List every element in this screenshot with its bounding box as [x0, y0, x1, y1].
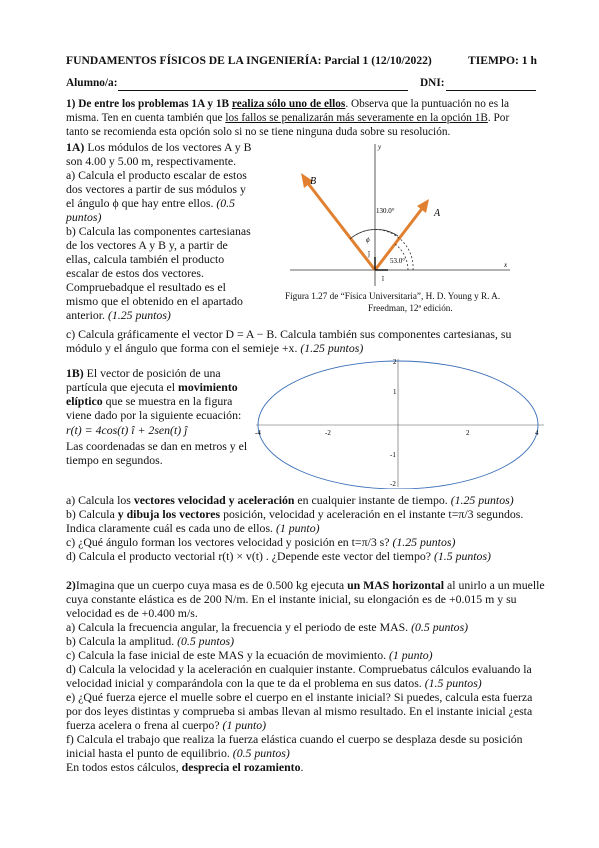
q1a-c-line2 [66, 341, 363, 355]
q1a-line3: a) Calcula el producto escalar de estos [66, 168, 247, 182]
q1b-line1 [66, 366, 221, 380]
q1b-item-a-bold: vectores velocidad y aceleración [133, 493, 295, 507]
q1b-line4: viene dado por la siguiente ecuación: [66, 408, 242, 422]
q1b-item-d [66, 549, 491, 563]
figure-caption-line2: Freedman, 12ª edición. [368, 303, 453, 313]
tick-x-neg2: -2 [325, 429, 331, 437]
q1b-item-b-post: posición, velocidad y aceleración en el instante t=π/3 segundos. [220, 507, 524, 521]
q1b-item-b2 [66, 521, 320, 535]
q1b-item-a [66, 493, 514, 507]
q1b-item-b-bold: y dibuja los vectores [117, 507, 221, 521]
tick-y-1: 1 [393, 388, 397, 396]
tick-y-2: 2 [393, 358, 397, 366]
q2-final-bold: desprecia el rozamiento [181, 760, 301, 774]
q1b-item-b2-pre: Indica claramente cuál es cada uno de ellos. [66, 521, 276, 535]
q2-item-b-text: b) Calcula la amplitud. [66, 634, 178, 648]
q1a-line12-text: anterior. [66, 308, 105, 322]
q2-item-d2 [66, 676, 482, 690]
q2-item-f2 [66, 746, 290, 760]
q1b-item-d-pre: d) Calcula el producto vectorial r(t) × v(t) . ¿Depende este vector del tiempo? [66, 549, 434, 563]
q1a-line12 [66, 308, 171, 322]
figure-axis-y-label: y [378, 143, 382, 151]
q1b-item-a-points: (1.25 puntos) [450, 493, 514, 507]
q1b-item-b [66, 507, 523, 521]
vector-b-arrow [307, 182, 375, 270]
q1b-line6: Las coordenadas se dan en metros y el [66, 439, 248, 453]
q1a-line9: escalar de estos dos vectores. [66, 266, 204, 280]
q2-item-c [66, 648, 433, 662]
q1a-line4: dos vectores a partir de sus módulos y [66, 182, 246, 196]
q2-item-f2-text: inicial hasta el punto de equilibrio. [66, 746, 233, 760]
q2-line2: cuya constante elástica es de 200 N/m. En el instante inicial, su elongación es de +0.015 m y su [66, 592, 517, 606]
q1a-label: 1A) [66, 140, 85, 154]
q2-line1-bold: un MAS horizontal [347, 578, 445, 592]
q2-item-e3 [66, 718, 266, 732]
q1a-c-line1: c) Calcula gráficamente el vector D = A − B. Calcula también sus componentes cartesianas, su [66, 327, 512, 341]
q1b-bold-eliptico: elíptico [66, 394, 103, 408]
tick-y-neg2: -2 [390, 480, 396, 488]
q1-intro-line2u: los fallos se penalizarán más severamente en la opción 1B [225, 112, 488, 124]
q1b-line2 [66, 380, 238, 394]
q1a-c-line2-text: módulo y el ángulo que forma con el semieje +x. [66, 341, 298, 355]
q2-item-f-points: (0.5 puntos) [232, 746, 290, 760]
exam-time: TIEMPO: 1 h [468, 54, 537, 67]
q2-item-e3-text: fuerza acelera o frena al cuerpo? [66, 718, 223, 732]
student-label: Alumno/a: [66, 77, 118, 89]
q1a-points-b: (1.25 puntos) [107, 308, 171, 322]
q2-item-c-points: (1 punto) [389, 648, 433, 662]
figure-label-a: A [434, 208, 441, 219]
q1-intro-rest: . Observa que la puntuación no es la [345, 98, 510, 110]
q1-intro-line2b: . Por [487, 112, 510, 124]
q1-intro-line3: tanto se recomienda esta opción solo si no se tiene ninguna duda sobre su resolución. [66, 126, 451, 138]
q1a-points-a2: puntos) [66, 210, 102, 224]
q1b-label: 1B) [66, 366, 84, 380]
q1a-line2: son 4.00 y 5.00 m, respectivamente. [66, 154, 237, 168]
q1-number: 1) [66, 98, 76, 110]
q1a-line6: b) Calcula las componentes cartesianas [66, 224, 251, 238]
q1a-line1 [66, 140, 251, 154]
figure-i-label: î [382, 275, 384, 283]
q2-item-d2-text: velocidad inicial y comparándola con la que te da el problema en sus datos. [66, 676, 425, 690]
figure-angle-130: 130.0° [376, 207, 395, 215]
q2-item-a-text: a) Calcula la frecuencia angular, la frecuencia y el periodo de este MAS. [66, 620, 412, 634]
q1b-line7: tiempo en segundos. [66, 453, 163, 467]
tick-y-neg1: -1 [390, 451, 396, 459]
figure-phi: ϕ [366, 236, 370, 244]
q2-item-a [66, 620, 468, 634]
q1a-text-1: Los módulos de los vectores A y B [87, 140, 252, 154]
q1b-item-b-points: (1 punto) [275, 521, 320, 535]
q1b-item-b-pre: b) Calcula [66, 507, 118, 521]
q1-intro-line1 [66, 97, 509, 111]
q1b-text-1: El vector de posición de una [86, 366, 221, 380]
tick-x-2: 2 [466, 429, 470, 437]
q2-final-pre: En todos estos cálculos, [66, 760, 179, 774]
exam-title: FUNDAMENTOS FÍSICOS DE LA INGENIERÍA: Parcial 1 (12/10/2022) [66, 54, 432, 67]
q2-line1-pre: Imagina que un cuerpo cuya masa es de 0.500 kg ejecuta [75, 578, 345, 592]
q2-item-b [66, 634, 234, 648]
q2-item-e2: por dos leyes distintas y comprueba si ambas llevan al mismo resultado. En el instante inicial ¿esta [66, 704, 533, 718]
student-name-blank[interactable] [118, 80, 408, 91]
q1-intro-line2 [66, 111, 509, 125]
figure-j-label: ĵ [368, 250, 370, 258]
q2-final-note [66, 760, 303, 774]
figure-label-b: B [310, 176, 317, 187]
dni-label: DNI: [420, 77, 445, 89]
q1b-text-3: que se muestra en la figura [105, 394, 233, 408]
q1a-line11: mismo que el obtenido en el apartado [66, 294, 243, 308]
q2-number: 2) [66, 578, 76, 592]
q2-final-post: . [300, 760, 304, 774]
q1b-item-a-post: en cualquier instante de tiempo. [294, 493, 451, 507]
q2-item-d: d) Calcula la velocidad y la aceleración en cualquier instante. Compruebatus cálculos evaluando la [66, 662, 532, 676]
tick-x-4: 4 [535, 429, 539, 437]
q2-item-f: f) Calcula el trabajo que realiza la fuerza elástica cuando el cuerpo se desplaza desde su posición [66, 732, 523, 746]
figure-caption-line1: Figura 1.27 de “Física Universitaria”, H. D. Young y R. A. [285, 291, 501, 301]
q1b-line3 [66, 394, 232, 408]
dni-blank[interactable] [446, 80, 536, 91]
q1a-line5 [66, 196, 235, 210]
angle-phi-arc [350, 229, 398, 239]
q1b-bold-movimiento: movimiento [178, 380, 238, 394]
q1-intro-bold-underlined: realiza sólo uno de ellos [231, 98, 346, 110]
q1b-item-a-pre: a) Calcula los [66, 493, 134, 507]
q1a-line8: ellas, calcula también el producto [66, 252, 225, 266]
q2-line3: velocidad es de +0.400 m/s. [66, 606, 198, 620]
q2-item-c-text: c) Calcula la fase inicial de este MAS y la ecuación de movimiento. [66, 648, 389, 662]
q2-line1 [66, 578, 545, 592]
q2-item-a-points: (0.5 puntos) [411, 620, 469, 634]
vector-figure [286, 140, 516, 290]
q1b-equation: r(t) = 4cos(t) î + 2sen(t) ĵ [66, 423, 188, 437]
q1a-c-points: (1.25 puntos) [300, 341, 364, 355]
q2-item-e-points: (1 punto) [222, 718, 267, 732]
tick-x-neg4: -4 [255, 429, 261, 437]
q2-item-d-points: (1.5 puntos) [424, 676, 482, 690]
figure-angle-53: 53.0° [390, 257, 406, 265]
q1b-item-c-points: (1.25 puntos) [392, 535, 456, 549]
q1b-text-2: partícula que ejecuta el [66, 380, 176, 394]
q1b-item-d-points: (1.5 puntos) [433, 549, 491, 563]
q1a-line7: de los vectores A y B y, a partir de [66, 238, 228, 252]
q1a-points-a: (0.5 [216, 196, 236, 210]
q1a-line5-text: el ángulo ϕ que hay entre ellos. [66, 196, 214, 210]
q2-line1-post: al unirlo a un muelle [447, 578, 545, 592]
q1-intro-bold: De entre los problemas 1A y 1B [78, 98, 230, 110]
q1-intro-line2a: misma. Ten en cuenta también que [66, 112, 223, 124]
q2-item-e: e) ¿Qué fuerza ejerce el muelle sobre el cuerpo en el instante inicial? Si puedes, calcula esta fuerza [66, 690, 533, 704]
q1b-item-c [66, 535, 455, 549]
ellipse-figure [254, 357, 546, 489]
q1a-line10: Compruebadque el resultado es el [66, 280, 226, 294]
figure-axis-x-label: x [504, 261, 508, 269]
q1b-item-c-pre: c) ¿Qué ángulo forman los vectores velocidad y posición en t=π/3 s? [66, 535, 393, 549]
q2-item-b-points: (0.5 puntos) [177, 634, 235, 648]
